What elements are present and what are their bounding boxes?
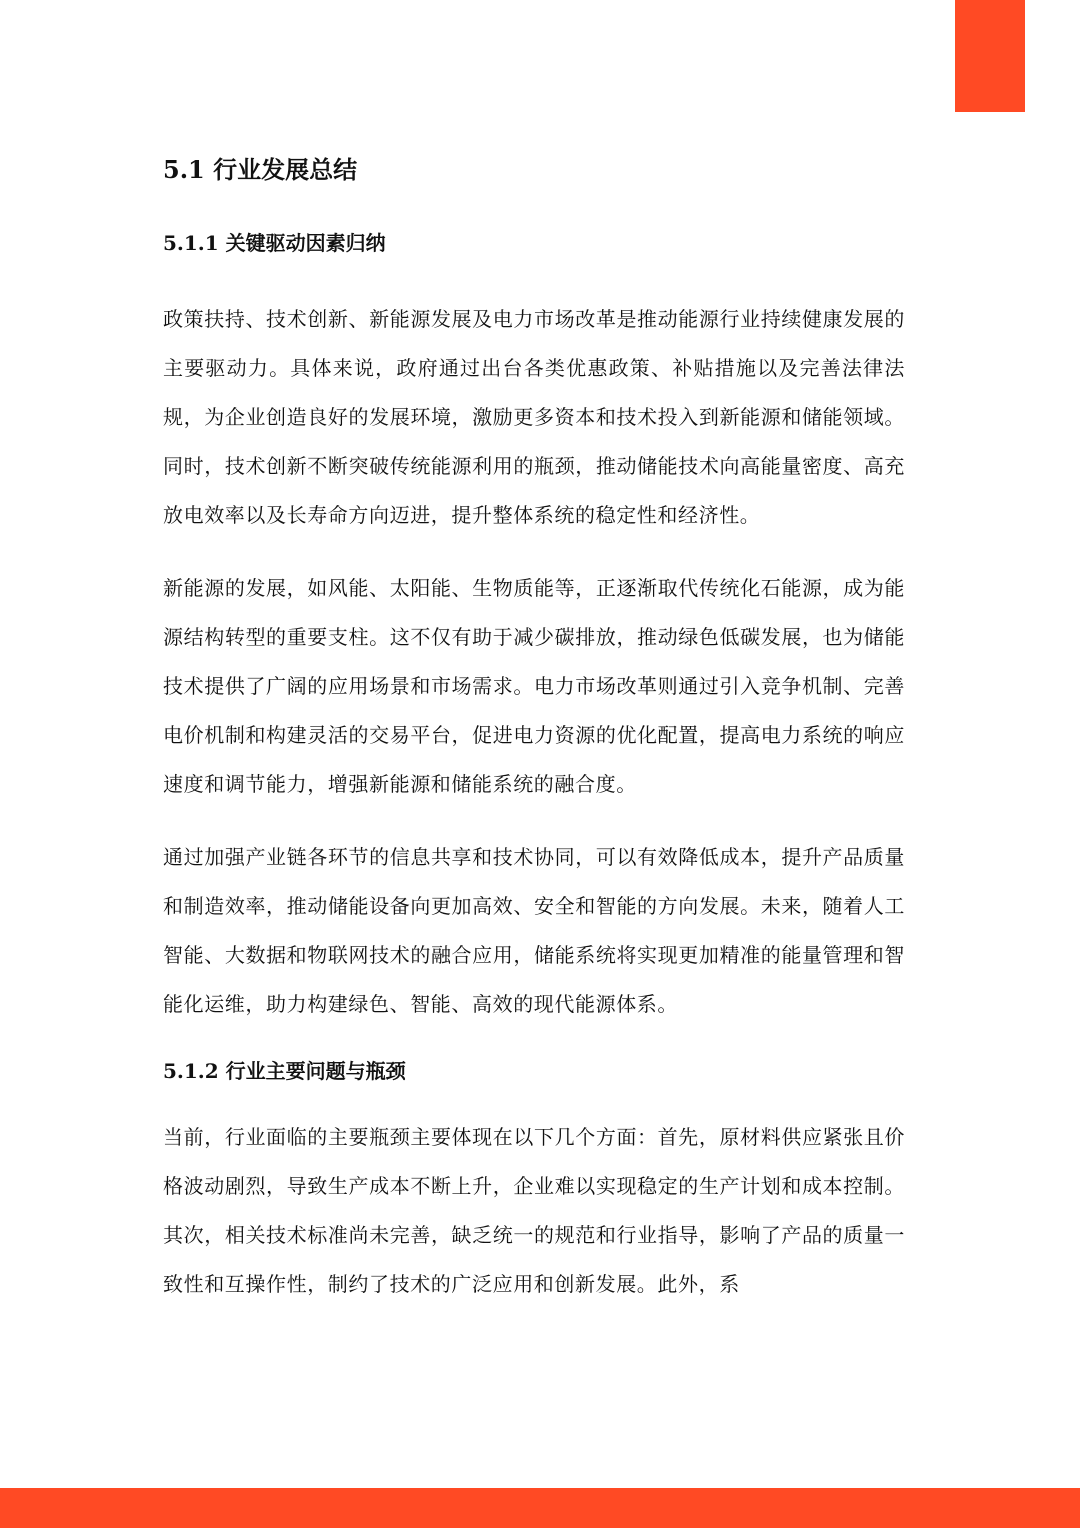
- page-content: [163, 148, 905, 1309]
- paragraph-bottlenecks: 当前，行业面临的主要瓶颈主要体现在以下几个方面：首先，原材料供应紧张且价格波动剧烈，导致生产成本不断上升，企业难以实现稳定的生产计划和成本控制。其次，相关技术标准尚未完善，缺乏统一的规范和行业指导，影响了产品的质量一致性和互操作性，制约了技术的广泛应用和创新发展。此外，系: [163, 1125, 905, 1296]
- bottom-accent-band: [0, 1488, 1080, 1528]
- subsection-title-bottlenecks: 5.1.2 行业主要问题与瓶颈: [163, 1059, 406, 1083]
- paragraph-drivers-new-energy: 新能源的发展，如风能、太阳能、生物质能等，正逐渐取代传统化石能源，成为能源结构转型的重要支柱。这不仅有助于减少碳排放，推动绿色低碳发展，也为储能技术提供了广阔的应用场景和市场需求。电力市场改革则通过引入竞争机制、完善电价机制和构建灵活的交易平台，促进电力资源的优化配置，提高电力系统的响应速度和调节能力，增强新能源和储能系统的融合度。: [163, 576, 905, 796]
- paragraph-drivers-policy: 政策扶持、技术创新、新能源发展及电力市场改革是推动能源行业持续健康发展的主要驱动力。具体来说，政府通过出台各类优惠政策、补贴措施以及完善法律法规，为企业创造良好的发展环境，激励更多资本和技术投入到新能源和储能领域。同时，技术创新不断突破传统能源利用的瓶颈，推动储能技术向高能量密度、高充放电效率以及长寿命方向迈进，提升整体系统的稳定性和经济性。: [163, 307, 905, 527]
- subsection-title-drivers: 5.1.1 关键驱动因素归纳: [163, 231, 386, 255]
- section-title: 5.1 行业发展总结: [163, 155, 358, 184]
- top-accent-bar: [955, 0, 1025, 112]
- paragraph-drivers-industry-chain: 通过加强产业链各环节的信息共享和技术协同，可以有效降低成本，提升产品质量和制造效率，推动储能设备向更加高效、安全和智能的方向发展。未来，随着人工智能、大数据和物联网技术的融合应用，储能系统将实现更加精准的能量管理和智能化运维，助力构建绿色、智能、高效的现代能源体系。: [163, 845, 905, 1016]
